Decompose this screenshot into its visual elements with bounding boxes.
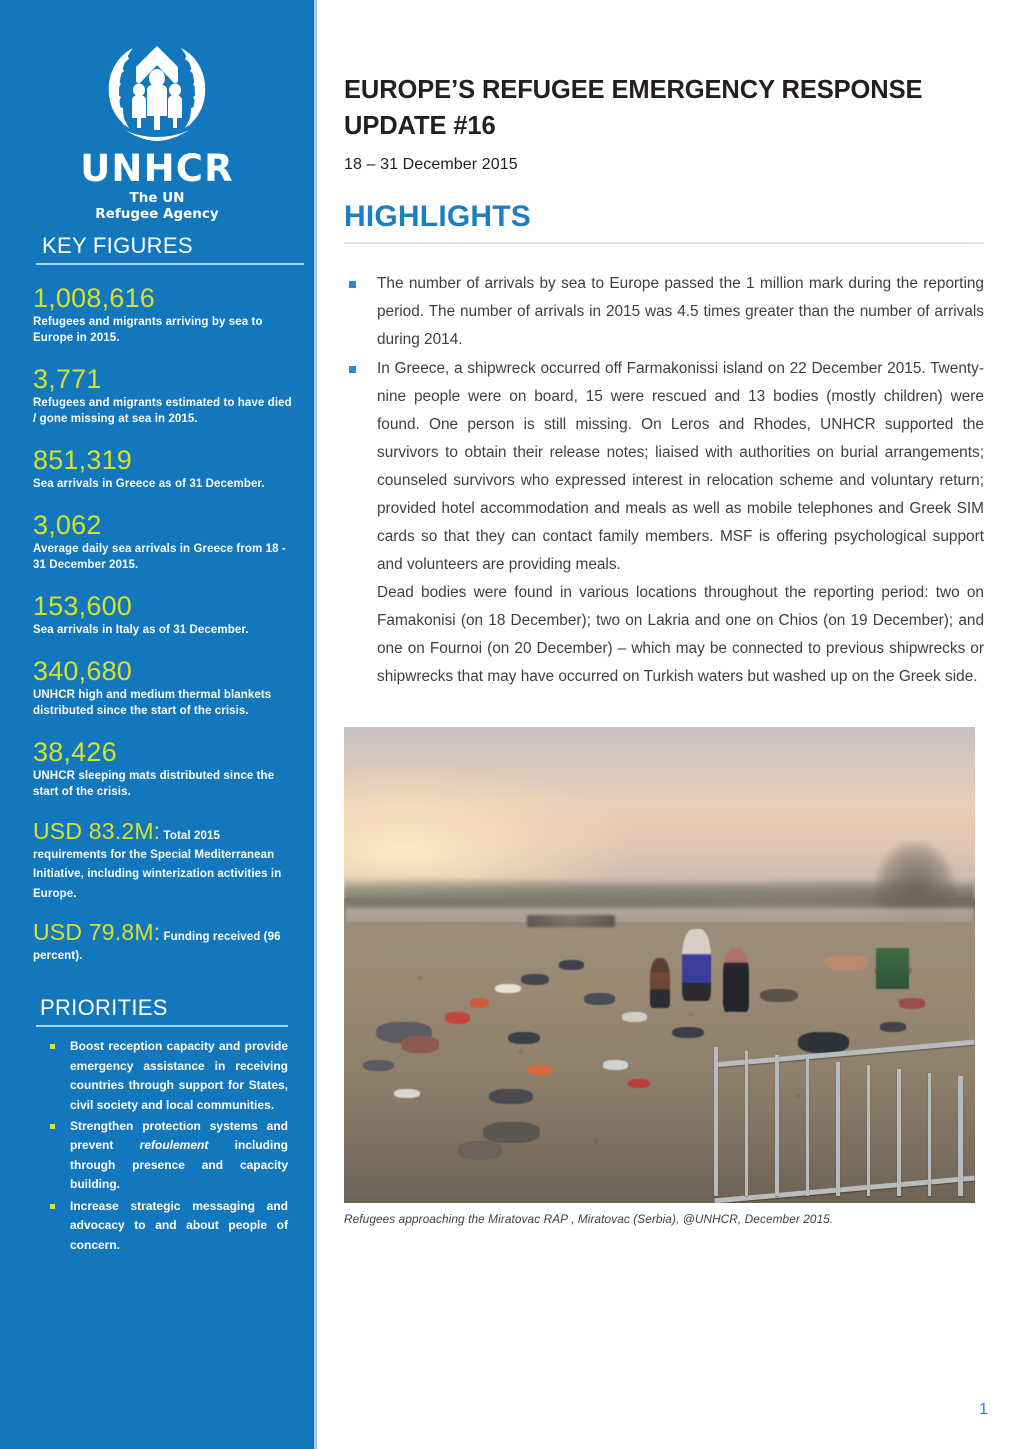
figure-number: 851,319 — [33, 444, 132, 475]
photo-litter — [521, 974, 549, 984]
figure-number: 38,426 — [33, 736, 117, 767]
unhcr-tagline-line1: The UN — [129, 190, 185, 206]
figure-description: UNHCR sleeping mats distributed since the start of the crisis. — [33, 770, 275, 798]
priority-item — [48, 1117, 288, 1195]
figure-number: 1,008,616 — [33, 282, 155, 313]
key-figure-item — [33, 510, 294, 574]
unhcr-emblem-icon — [89, 34, 225, 146]
photo-litter — [470, 998, 489, 1008]
priority-item — [48, 1037, 288, 1115]
photo-block — [344, 727, 975, 1226]
figure-description: Sea arrivals in Greece as of 31 December. — [33, 477, 265, 490]
barrier-bar — [867, 1065, 871, 1195]
photo-litter — [495, 984, 520, 994]
priority-text-cont: including through presence and capacity building. — [70, 1138, 288, 1192]
photo-litter — [760, 989, 798, 1002]
barrier-post — [714, 1047, 718, 1195]
funding-description: Total 2015 requirements for the Special Mediterranean Initiative, including winterization activities in Europe. — [33, 829, 282, 900]
photo-litter — [527, 1065, 552, 1075]
photo-litter — [363, 1060, 395, 1071]
photo-litter — [401, 1036, 439, 1053]
funding-description: Funding received (96 percent). — [33, 930, 281, 963]
figure-description: UNHCR high and medium thermal blankets distributed since the start of the crisis. — [33, 689, 272, 717]
photo-litter — [622, 1012, 647, 1022]
key-figures-heading: KEY FIGURES — [42, 232, 193, 258]
barrier-bar — [775, 1055, 779, 1196]
unhcr-logo — [0, 0, 314, 223]
key-figures-list — [0, 265, 314, 965]
priority-text: Strengthen protection systems and prevent — [70, 1119, 288, 1153]
photo-litter — [559, 960, 584, 970]
highlight-text: The number of arrivals by sea to Europe passed the 1 million mark during the reporting period. The number of arrivals in 2015 was 4.5 times greater than the number of arrivals during 2014. — [377, 275, 984, 349]
figure-number: 340,680 — [33, 655, 132, 686]
priorities-divider — [36, 1025, 288, 1027]
photo-litter — [899, 998, 924, 1008]
photo-distant-crowd — [527, 915, 615, 927]
highlight-text: In Greece, a shipwreck occurred off Farmakonissi island on 22 December 2015. Twenty-nine people were on board, 15 were rescued and 13 bodies (mostly children) were found. One person is still missing. On Leros and Rhodes, UNHCR supported the survivors to obtain their release notes; liaised with authorities on burial arrangements; counseled survivors who expressed interest in relocation scheme and voluntary return; provided hotel accommodation and meals as well as mobile telephones and Greek SIM cards so that they can contact family members. MSF is offering psychological support and volunteers are providing meals. — [377, 359, 984, 573]
priority-text-italic: refoulement — [139, 1138, 209, 1153]
priorities-heading: PRIORITIES — [40, 995, 168, 1021]
report-date-range: 18 – 31 December 2015 — [344, 156, 518, 174]
barrier-post — [958, 1076, 962, 1195]
photo-litter — [508, 1032, 540, 1044]
photo-litter — [584, 993, 616, 1004]
highlights-divider — [344, 242, 984, 244]
unhcr-tagline-line2: Refugee Agency — [95, 205, 219, 222]
photo-metal-barrier — [697, 1022, 975, 1203]
figure-description: Refugees and migrants estimated to have died / gone missing at sea in 2015. — [33, 397, 292, 425]
photo-caption: Refugees approaching the Miratovac RAP , Miratovac (Serbia), @UNHCR, December 2015. — [344, 1211, 834, 1226]
highlight-item — [344, 579, 984, 691]
figure-number: 153,600 — [33, 590, 132, 621]
photo-litter — [445, 1012, 470, 1023]
key-figure-item — [33, 591, 294, 639]
priorities-list — [0, 1037, 314, 1255]
figure-description: Refugees and migrants arriving by sea to Europe in 2015. — [33, 316, 263, 344]
barrier-bar — [806, 1058, 810, 1195]
funding-received-item — [33, 919, 291, 966]
photo-litter — [628, 1079, 650, 1088]
barrier-rail-top — [714, 1040, 974, 1067]
photo-person-child — [650, 958, 670, 1008]
main-content — [317, 0, 1024, 1449]
highlights-list — [344, 270, 984, 690]
page-title: EUROPE’S REFUGEE EMERGENCY RESPONSE UPDATE #16 — [344, 76, 923, 141]
key-figure-item — [33, 656, 294, 720]
figure-number: 3,062 — [33, 509, 102, 540]
funding-requirement-item — [33, 818, 291, 903]
photo-litter — [458, 1141, 502, 1160]
photo-litter — [483, 1122, 540, 1143]
figure-description: Average daily sea arrivals in Greece from 18 - 31 December 2015. — [33, 543, 286, 571]
barrier-bar — [928, 1073, 932, 1196]
unhcr-wordmark: UNHCR — [80, 147, 234, 190]
photo-litter — [824, 955, 868, 969]
figure-number: 3,771 — [33, 363, 102, 394]
priority-item — [48, 1197, 288, 1255]
highlights-heading: HIGHLIGHTS — [344, 200, 531, 234]
key-figure-item — [33, 737, 294, 801]
photo-litter — [489, 1089, 533, 1104]
key-figure-item — [33, 445, 294, 493]
barrier-rail-bottom — [714, 1176, 974, 1203]
highlight-item — [344, 355, 984, 579]
photo-person-adult — [682, 929, 711, 1000]
funding-amount: USD 83.2M: — [33, 817, 161, 844]
priority-text: Increase strategic messaging and advocacy to and about people of concern. — [70, 1198, 288, 1252]
barrier-bar — [745, 1051, 749, 1196]
photo-person-adult — [723, 948, 750, 1012]
highlight-text: Dead bodies were found in various locations throughout the reporting period: two on Famakonisi (on 18 December); two on Lakria and one on Chios (on 19 December); and one on Fournoi (on 20 December) – which may be connected to previous shipwrecks or shipwrecks that may have occurred on Turkish waters but washed up on the Greek side. — [377, 583, 984, 685]
figure-description: Sea arrivals in Italy as of 31 December. — [33, 624, 249, 637]
barrier-bar — [836, 1062, 840, 1196]
funding-amount: USD 79.8M: — [33, 918, 161, 945]
photo-litter — [603, 1060, 628, 1070]
highlight-item — [344, 270, 984, 354]
page-number: 1 — [979, 1401, 988, 1418]
barrier-bar — [897, 1069, 901, 1196]
photo-waste-bin — [876, 948, 909, 988]
priority-text: Boost reception capacity and provide emergency assistance in receiving countries through support for States, civil society and local communities. — [70, 1039, 288, 1112]
unhcr-tagline — [0, 191, 314, 223]
photo-litter — [394, 1089, 419, 1099]
key-figure-item — [33, 283, 294, 347]
sidebar — [0, 0, 317, 1449]
key-figure-item — [33, 364, 294, 428]
refugees-photo — [344, 727, 975, 1203]
